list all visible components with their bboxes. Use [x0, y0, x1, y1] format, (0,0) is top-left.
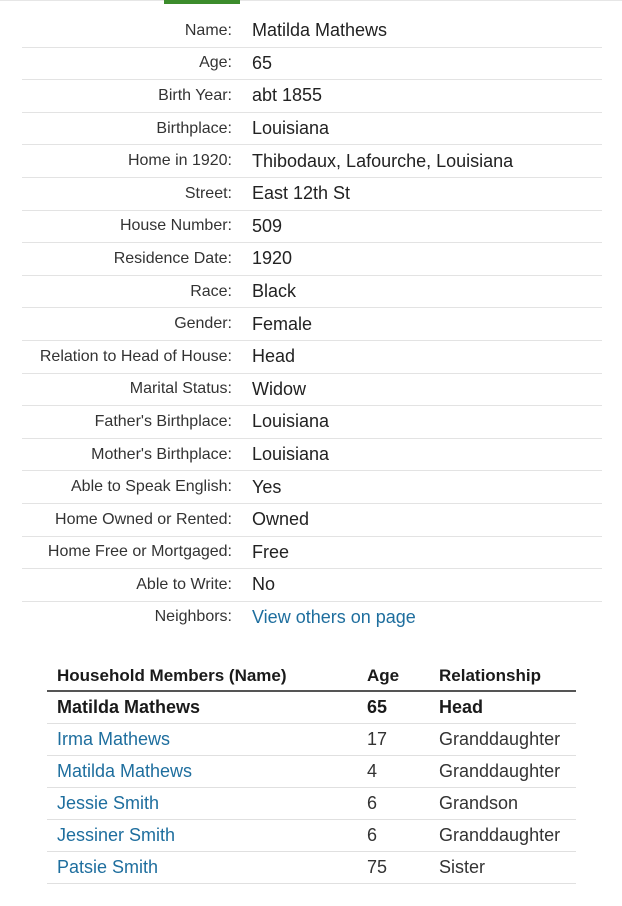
field-value: Widow	[252, 373, 602, 406]
field-label: Residence Date:	[22, 243, 252, 276]
member-age: 65	[357, 691, 429, 724]
record-field-row	[22, 503, 602, 536]
field-value: No	[252, 569, 602, 602]
household-row	[47, 788, 576, 820]
member-age: 6	[357, 820, 429, 852]
member-relationship: Head	[429, 691, 576, 724]
neighbors-label: Neighbors:	[154, 608, 232, 626]
field-label: Home Free or Mortgaged:	[22, 536, 252, 569]
record-field-row	[22, 80, 602, 113]
neighbors-value	[252, 601, 602, 633]
record-field-row	[22, 373, 602, 406]
member-name-cell	[47, 756, 357, 788]
household-age-header: Age	[357, 662, 429, 691]
record-field-row	[22, 177, 602, 210]
record-field-row	[22, 406, 602, 439]
record-field-row	[22, 275, 602, 308]
field-value: Thibodaux, Lafourche, Louisiana	[252, 145, 602, 178]
field-value: Head	[252, 340, 602, 373]
field-label: Father's Birthplace:	[22, 406, 252, 439]
record-field-row	[22, 536, 602, 569]
record-field-row	[22, 438, 602, 471]
field-label: House Number:	[22, 210, 252, 243]
field-value: Louisiana	[252, 112, 602, 145]
field-label: Birth Year:	[22, 80, 252, 113]
member-name-link[interactable]: Patsie Smith	[57, 857, 159, 877]
member-name-cell	[47, 724, 357, 756]
field-label: Home in 1920:	[22, 145, 252, 178]
member-age: 6	[357, 788, 429, 820]
household-members-table	[47, 662, 576, 884]
household-relationship-header: Relationship	[429, 662, 576, 691]
record-field-row	[22, 47, 602, 80]
member-age: 75	[357, 852, 429, 884]
record-field-row	[22, 569, 602, 602]
member-name-cell	[47, 852, 357, 884]
member-name: Matilda Mathews	[47, 691, 357, 724]
field-value: 509	[252, 210, 602, 243]
field-value: Yes	[252, 471, 602, 504]
field-label: Home Owned or Rented:	[22, 503, 252, 536]
record-field-row	[22, 340, 602, 373]
field-label: Street:	[22, 177, 252, 210]
field-value: East 12th St	[252, 177, 602, 210]
field-label: Mother's Birthplace:	[22, 438, 252, 471]
household-row	[47, 756, 576, 788]
member-relationship: Granddaughter	[429, 820, 576, 852]
field-label: Birthplace:	[22, 112, 252, 145]
member-name-link[interactable]: Jessie Smith	[57, 793, 160, 813]
member-name-cell	[47, 820, 357, 852]
field-value: Louisiana	[252, 438, 602, 471]
record-field-row	[22, 243, 602, 276]
active-tab-indicator	[164, 0, 240, 4]
record-field-row	[22, 112, 602, 145]
top-divider	[0, 0, 622, 1]
record-field-row	[22, 308, 602, 341]
field-label: Able to Write:	[22, 569, 252, 602]
household-row	[47, 852, 576, 884]
record-field-row	[22, 15, 602, 47]
field-label: Race:	[22, 275, 252, 308]
field-label: Age:	[22, 47, 252, 80]
household-row	[47, 820, 576, 852]
member-relationship: Granddaughter	[429, 756, 576, 788]
member-name-link[interactable]: Irma Mathews	[57, 729, 171, 749]
field-value: 65	[252, 47, 602, 80]
field-value: abt 1855	[252, 80, 602, 113]
field-label: Marital Status:	[22, 373, 252, 406]
field-value: Black	[252, 275, 602, 308]
member-name-cell	[47, 788, 357, 820]
field-value: Free	[252, 536, 602, 569]
field-value: Female	[252, 308, 602, 341]
household-name-header: Household Members (Name)	[47, 662, 357, 691]
record-field-row	[22, 471, 602, 504]
member-name-link[interactable]: Jessiner Smith	[57, 825, 176, 845]
field-value: 1920	[252, 243, 602, 276]
member-age: 17	[357, 724, 429, 756]
field-label: Relation to Head of House:	[22, 340, 252, 373]
field-label: Able to Speak English:	[22, 471, 252, 504]
field-label: Gender:	[22, 308, 252, 341]
record-field-row	[22, 145, 602, 178]
member-relationship: Sister	[429, 852, 576, 884]
field-value: Louisiana	[252, 406, 602, 439]
member-relationship: Grandson	[429, 788, 576, 820]
member-age: 4	[357, 756, 429, 788]
record-field-row	[22, 210, 602, 243]
view-others-link[interactable]: View others on page	[252, 606, 416, 627]
household-row	[47, 724, 576, 756]
field-label: Name:	[22, 15, 252, 47]
household-row	[47, 691, 576, 724]
member-relationship: Granddaughter	[429, 724, 576, 756]
household-header-row	[47, 662, 576, 691]
neighbors-row	[22, 601, 602, 633]
record-details-table	[22, 15, 602, 633]
field-value: Owned	[252, 503, 602, 536]
field-value: Matilda Mathews	[252, 15, 602, 47]
member-name-link[interactable]: Matilda Mathews	[57, 761, 193, 781]
